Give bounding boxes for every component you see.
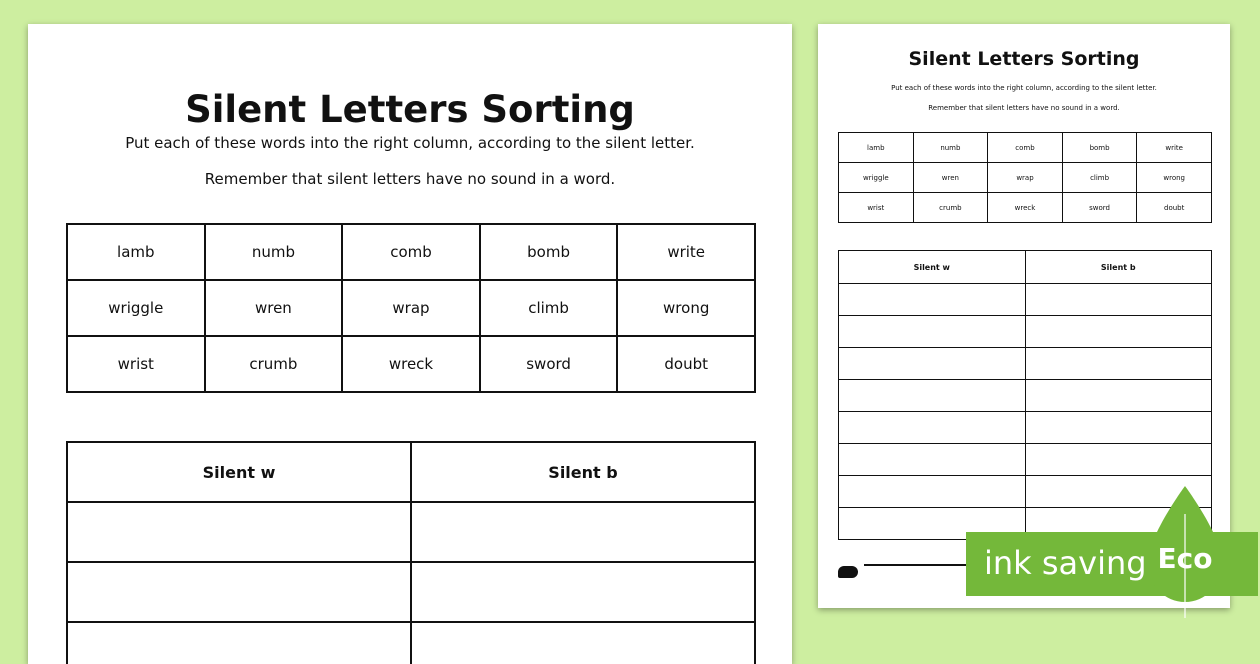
blank-cell <box>1025 348 1212 380</box>
instruction-line-1: Put each of these words into the right column, according to the silent letter. <box>891 84 1157 92</box>
worksheet-preview-large <box>28 24 792 664</box>
word-cell: comb <box>342 224 480 280</box>
word-cell: lamb <box>67 224 205 280</box>
blank-cell <box>411 562 755 622</box>
word-cell: wreck <box>342 336 480 392</box>
sorting-row <box>839 348 1212 380</box>
word-cell: bomb <box>1062 133 1137 163</box>
sorting-row <box>67 622 755 664</box>
word-cell: crumb <box>913 193 988 223</box>
word-cell: crumb <box>205 336 343 392</box>
word-cell: wrong <box>1137 163 1212 193</box>
worksheet-title: Silent Letters Sorting <box>908 48 1140 70</box>
word-row <box>839 133 1212 163</box>
word-cell: wriggle <box>839 163 914 193</box>
word-cell: numb <box>913 133 988 163</box>
word-cell: write <box>617 224 755 280</box>
blank-cell <box>839 444 1026 476</box>
word-row <box>839 193 1212 223</box>
instruction-line-2: Remember that silent letters have no sound in a word. <box>928 104 1120 112</box>
sorting-row <box>839 284 1212 316</box>
word-cell: comb <box>988 133 1063 163</box>
blank-cell <box>1025 316 1212 348</box>
blank-cell <box>67 502 411 562</box>
word-cell: write <box>1137 133 1212 163</box>
blank-cell <box>1025 284 1212 316</box>
blank-cell <box>67 622 411 664</box>
ink-saving-text: ink saving <box>984 544 1147 582</box>
word-cell: wrist <box>67 336 205 392</box>
blank-cell <box>411 622 755 664</box>
word-cell: wreck <box>988 193 1063 223</box>
sorting-row <box>67 502 755 562</box>
instruction-line-2: Remember that silent letters have no sound in a word. <box>204 170 616 188</box>
word-row <box>839 163 1212 193</box>
word-bank-table <box>66 223 756 393</box>
sorting-row <box>839 380 1212 412</box>
sorting-row <box>839 412 1212 444</box>
blank-cell <box>1025 444 1212 476</box>
blank-cell <box>839 348 1026 380</box>
word-cell: bomb <box>480 224 618 280</box>
eco-label: Eco <box>1157 542 1213 575</box>
blank-cell <box>839 476 1026 508</box>
word-row <box>67 224 755 280</box>
word-cell: wren <box>913 163 988 193</box>
sorting-header-row <box>839 251 1212 284</box>
blank-cell <box>411 502 755 562</box>
column-header-silent-b: Silent b <box>1025 251 1212 284</box>
blank-cell <box>1025 412 1212 444</box>
word-cell: doubt <box>617 336 755 392</box>
publisher-logo-icon <box>838 566 858 578</box>
column-header-silent-w: Silent w <box>67 442 411 502</box>
worksheet-title: Silent Letters Sorting <box>185 88 635 131</box>
sorting-header-row <box>67 442 755 502</box>
word-cell: wriggle <box>67 280 205 336</box>
word-row <box>67 280 755 336</box>
blank-cell <box>839 316 1026 348</box>
blank-cell <box>67 562 411 622</box>
blank-cell <box>1025 380 1212 412</box>
word-cell: sword <box>1062 193 1137 223</box>
blank-cell <box>839 284 1026 316</box>
column-header-silent-w: Silent w <box>839 251 1026 284</box>
column-header-silent-b: Silent b <box>411 442 755 502</box>
sorting-row <box>839 316 1212 348</box>
word-cell: sword <box>480 336 618 392</box>
word-cell: lamb <box>839 133 914 163</box>
sorting-table <box>66 441 756 664</box>
word-cell: wrong <box>617 280 755 336</box>
word-cell: wrist <box>839 193 914 223</box>
instruction-line-1: Put each of these words into the right column, according to the silent letter. <box>125 134 695 152</box>
blank-cell <box>839 380 1026 412</box>
sorting-row <box>839 444 1212 476</box>
word-cell: wrap <box>342 280 480 336</box>
word-row <box>67 336 755 392</box>
blank-cell <box>839 412 1026 444</box>
sorting-row <box>67 562 755 622</box>
word-cell: wrap <box>988 163 1063 193</box>
word-cell: climb <box>1062 163 1137 193</box>
word-cell: doubt <box>1137 193 1212 223</box>
word-cell: climb <box>480 280 618 336</box>
word-cell: numb <box>205 224 343 280</box>
word-cell: wren <box>205 280 343 336</box>
word-bank-table <box>838 132 1212 223</box>
